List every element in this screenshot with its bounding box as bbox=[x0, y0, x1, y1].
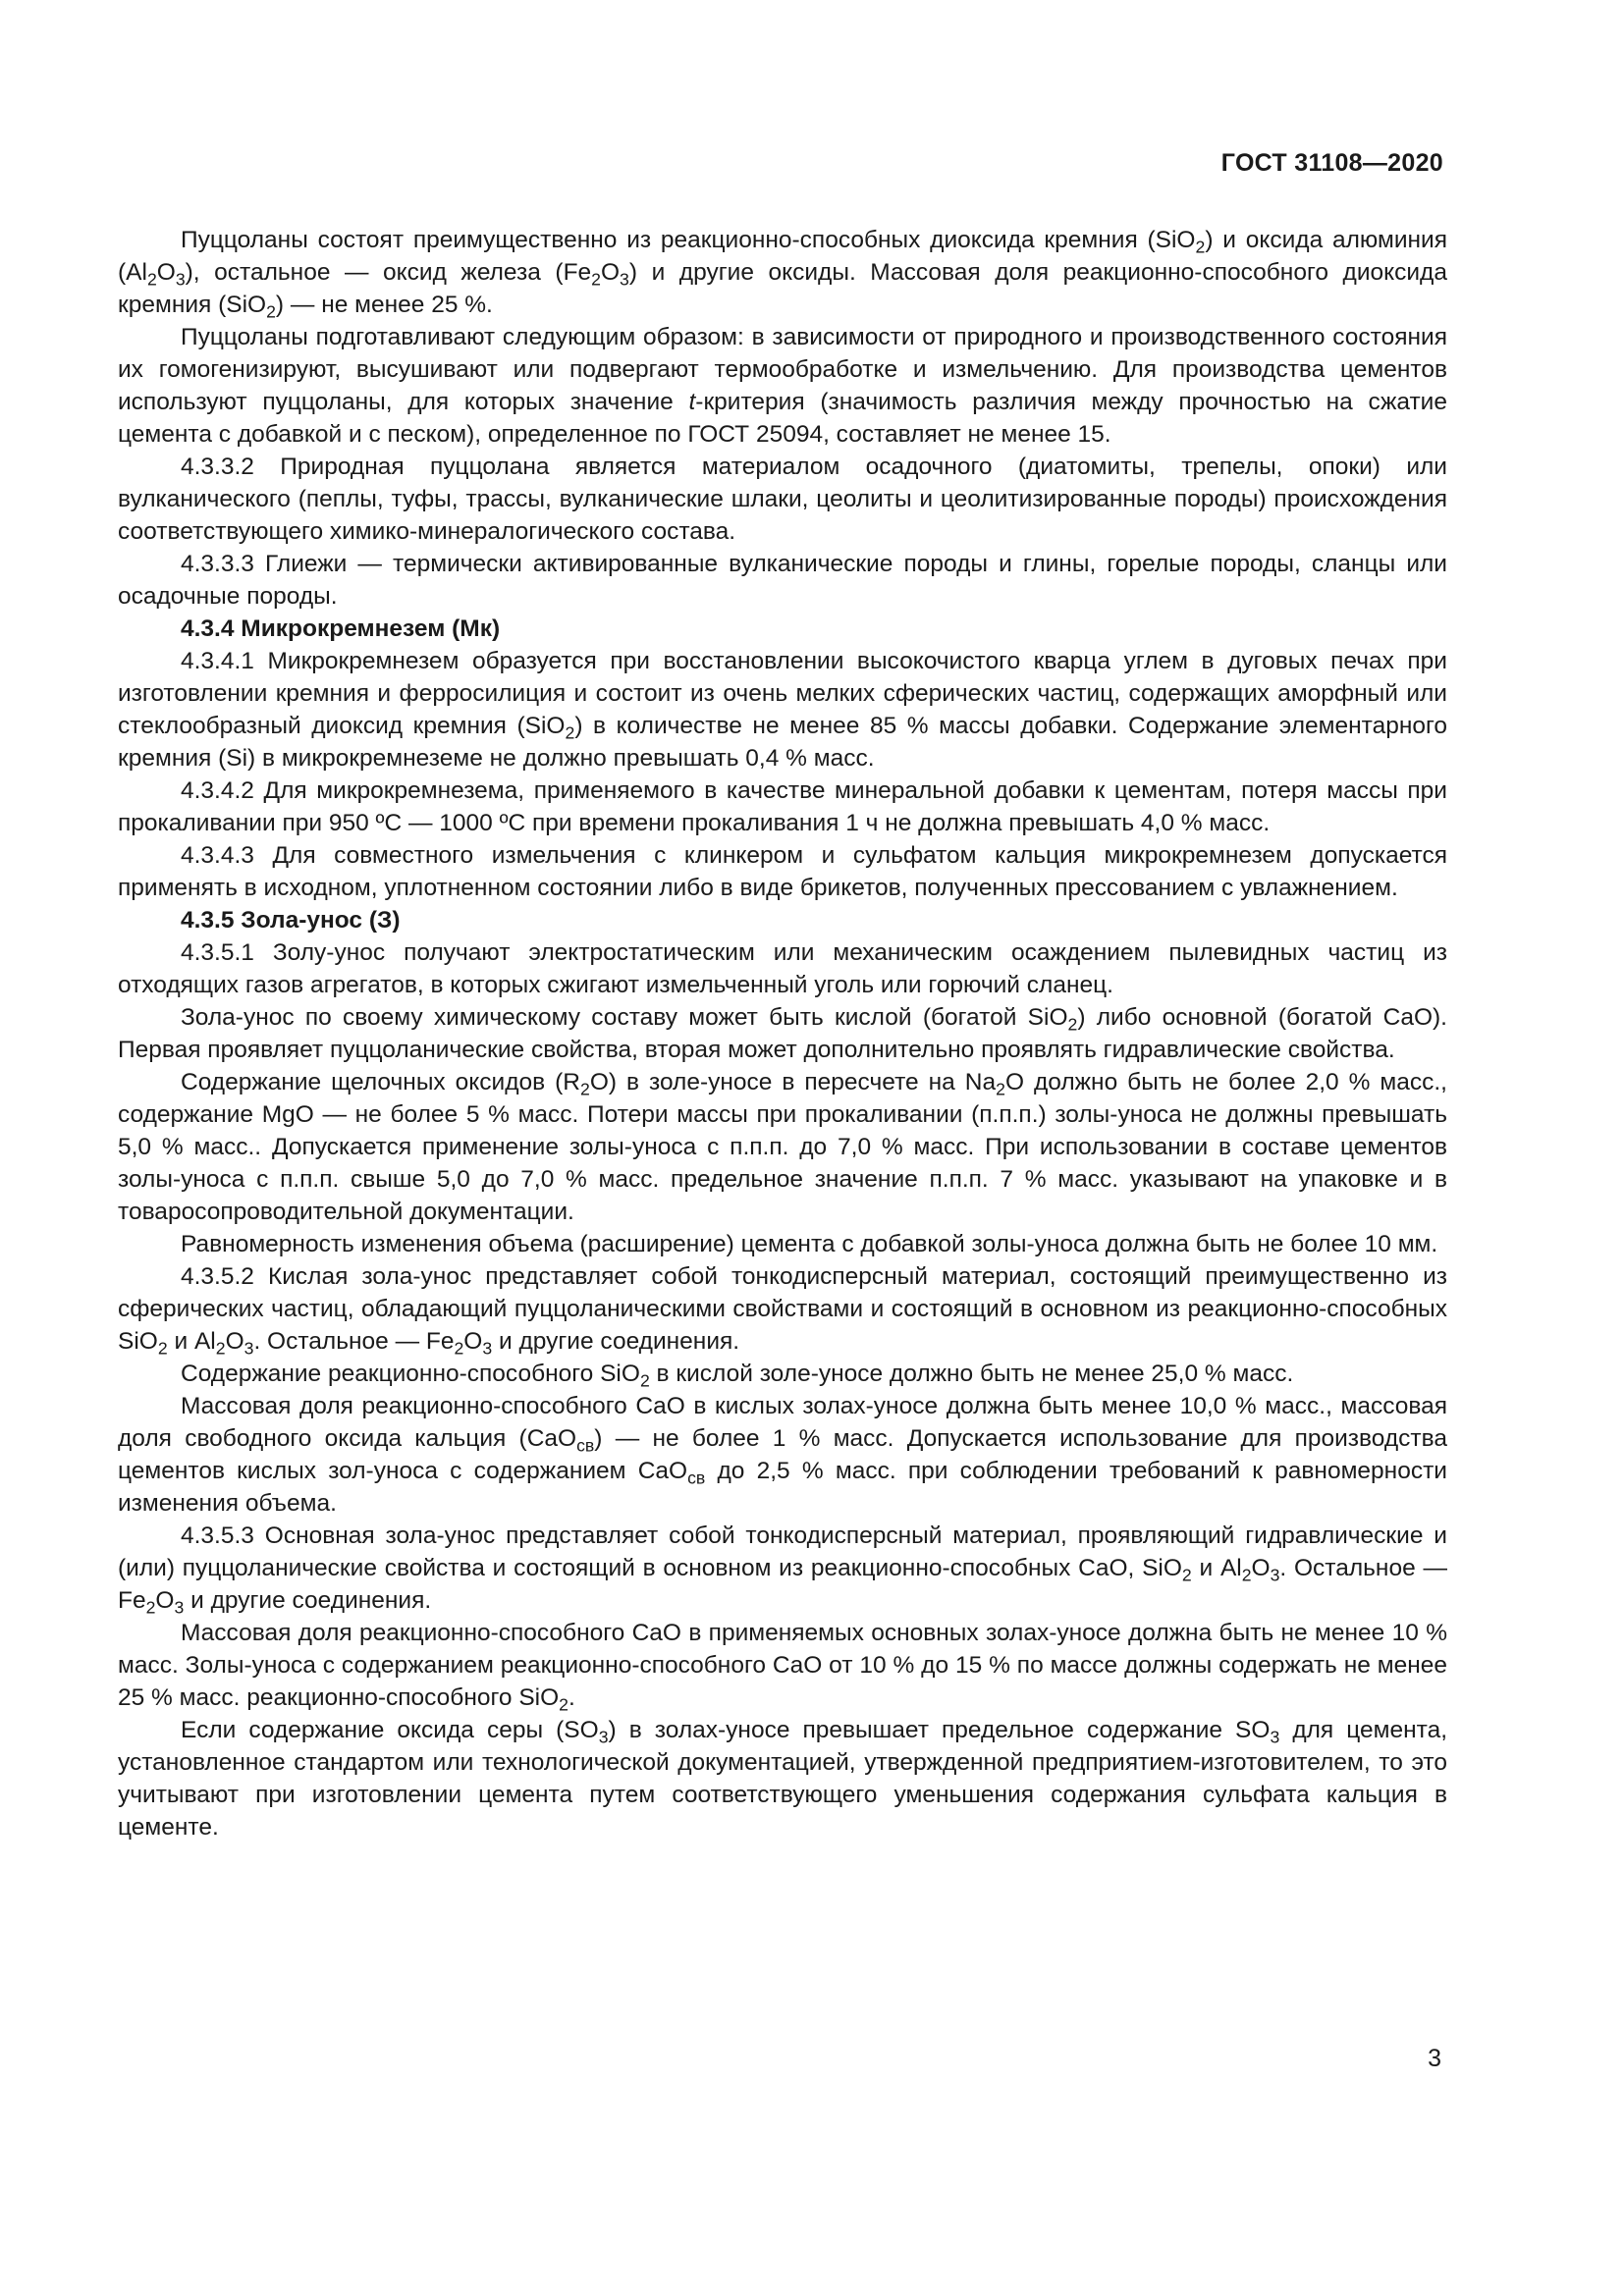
page-number: 3 bbox=[1428, 2045, 1441, 2072]
section-heading: 4.3.4 Микрокремнезем (Мк) bbox=[181, 615, 501, 642]
paragraph: 4.3.5.1 Золу-унос получают электростатическим или механическим осаждением пылевидных частиц из отходящих газов агрегатов, в которых сжигают измельченный уголь или горючий сланец. bbox=[118, 939, 1447, 998]
paragraph: Массовая доля реакционно-способного CaO в кислых золах-уносе должна быть менее 10,0 % масс., массовая доля свободного оксида кальция (CaO$_{св}$) — не более 1 % масс. Допускается использование для производства цементов кислых зол-уноса с содержанием CaO$_{св}$ до 2,5 % масс. при соблюдении требований к равномерности изменения объема. bbox=[118, 1393, 1448, 1517]
paragraph: 4.3.4.2 Для микрокремнезема, применяемого в качестве минеральной добавки к цементам, потеря массы при прокаливании при 950 ºС — 1000 ºС при времени прокаливания 1 ч не должна превышать 4,0 % масс. bbox=[118, 777, 1447, 836]
paragraph: 4.3.5.2 Кислая зола-унос представляет собой тонкодисперсный материал, состоящий преимущественно из сферических частиц, обладающий пуццоланическими свойствами и состоящий в основном из реакционно-способных SiO$_2$ и $Al_2O_3$. Остальное — $Fe_2O_3$ и другие соединения. bbox=[118, 1263, 1447, 1359]
paragraph: Содержание щелочных оксидов $(R_2O)$ в золе-уносе в пересчете на $Na_2O$ должно быть не более 2,0 % масс., содержание MgO — не более 5 % масс. Потери массы при прокаливании (п.п.п.) золы-уноса не должны превышать 5,0 % масс.. Допускается применение золы-уноса с п.п.п. до 7,0 % масс. При использовании в составе цементов золы-уноса с п.п.п. свыше 5,0 до 7,0 % масс. предельное значение п.п.п. 7 % масс. указывают на упаковке и в товаросопроводительной документации. bbox=[118, 1069, 1447, 1225]
paragraph: Зола-унос по своему химическому составу может быть кислой (богатой SiO$_2$) либо основной (богатой CaO). Первая проявляет пуццоланические свойства, вторая может дополнительно проявлять гидравлические свойства. bbox=[118, 1004, 1447, 1063]
paragraph: 4.3.4.3 Для совместного измельчения с клинкером и сульфатом кальция микрокремнезем допускается применять в исходном, уплотненном состоянии либо в виде брикетов, полученных прессованием с увлажнением. bbox=[118, 842, 1447, 901]
section-heading: 4.3.5 Зола-унос (З) bbox=[181, 907, 401, 934]
paragraph: Содержание реакционно-способного SiO$_2$ в кислой золе-уносе должно быть не менее 25,0 % масс. bbox=[181, 1361, 1294, 1391]
document-id: ГОСТ 31108—2020 bbox=[1220, 149, 1443, 177]
paragraph: 4.3.3.2 Природная пуццолана является материалом осадочного (диатомиты, трепелы, опоки) или вулканического (пеплы, туфы, трассы, вулканические шлаки, цеолиты и цеолитизированные породы) происхождения соответствующего химико-минералогического состава. bbox=[118, 454, 1447, 545]
paragraph: 4.3.4.1 Микрокремнезем образуется при восстановлении высокочистого кварца углем в дуговых печах при изготовлении кремния и ферросилиция и состоит из очень мелких сферических частиц, содержащих аморфный или стеклообразный диоксид кремния (SiO$_2$) в количестве не менее 85 % массы добавки. Содержание элементарного кремния (Si) в микрокремнеземе не должно превышать 0,4 % масс. bbox=[118, 648, 1447, 772]
paragraph: 4.3.5.3 Основная зола-унос представляет собой тонкодисперсный материал, проявляющий гидравлические и (или) пуццоланические свойства и состоящий в основном из реакционно-способных CaO, SiO$_2$ и $Al_2O_3$. Остальное — $Fe_2O_3$ и другие соединения. bbox=[118, 1522, 1447, 1618]
paragraph: Пуццоланы состоят преимущественно из реакционно-способных диоксида кремния (SiO$_2$) и оксида алюминия $(Al_2O_3)$, остальное — оксид железа $(Fe_2O_3)$ и другие оксиды. Массовая доля реакционно-способного диоксида кремния (SiO$_2$) — не менее 25 %. bbox=[118, 227, 1448, 322]
page-body bbox=[118, 224, 1447, 1843]
paragraph: 4.3.3.3 Глиежи — термически активированные вулканические породы и глины, горелые породы, сланцы или осадочные породы. bbox=[118, 551, 1447, 610]
paragraph: Равномерность изменения объема (расширение) цемента с добавкой золы-уноса должна быть не более 10 мм. bbox=[181, 1231, 1438, 1257]
paragraph: Массовая доля реакционно-способного CaO в применяемых основных золах-уносе должна быть не менее 10 % масс. Золы-уноса с содержанием реакционно-способного CaO от 10 % до 15 % по массе должны содержать не менее 25 % масс. реакционно-способного SiO$_2$. bbox=[118, 1620, 1447, 1715]
paragraph: Если содержание оксида серы $(SO_3)$ в золах-уносе превышает предельное содержание $SO_3$ для цемента, установленное стандартом или технологической документацией, утвержденной предприятием-изготовителем, то это учитывают при изготовлении цемента путем соответствующего уменьшения содержания сульфата кальция в цементе. bbox=[118, 1717, 1448, 1841]
paragraph: Пуццоланы подготавливают следующим образом: в зависимости от природного и производственного состояния их гомогенизируют, высушивают или подвергают термообработке и измельчению. Для производства цементов используют пуццоланы, для которых значение t-критерия (значимость различия между прочностью на сжатие цемента с добавкой и с песком), определенное по ГОСТ 25094, составляет не менее 15. bbox=[118, 324, 1447, 448]
